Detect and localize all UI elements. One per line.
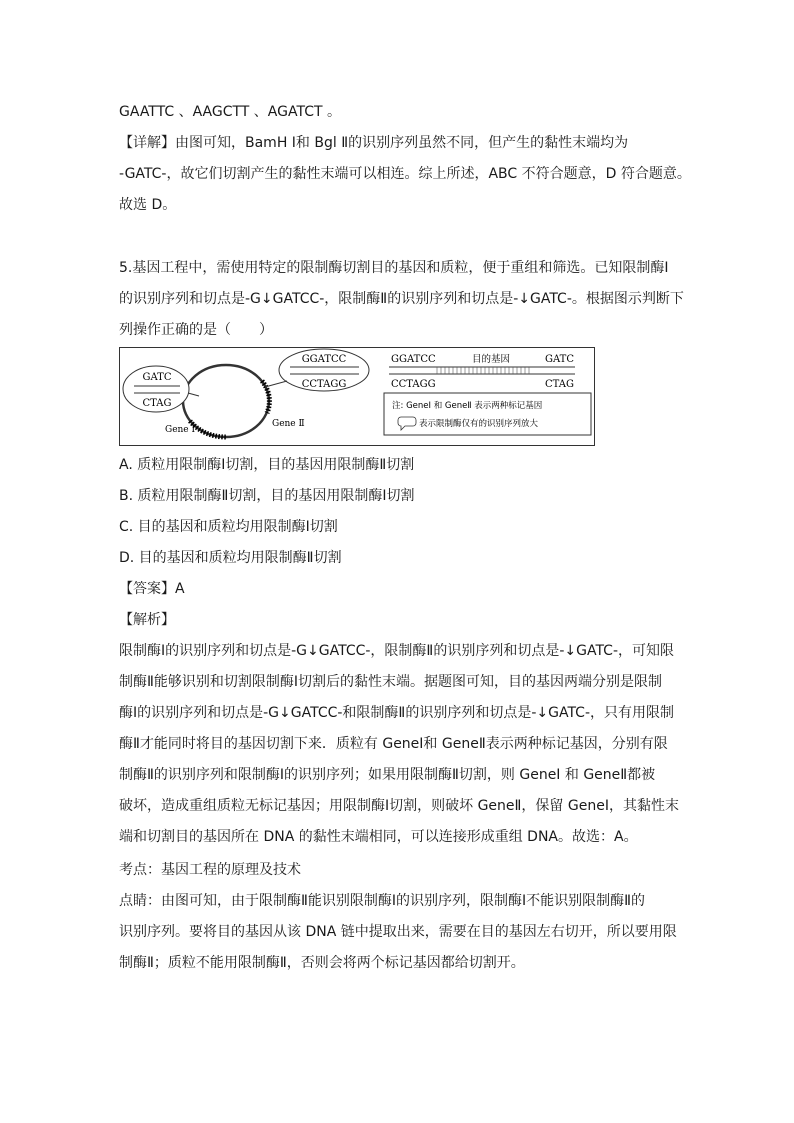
analysis-line: 破坏，造成重组质粒无标记基因；用限制酶Ⅰ切割，则破坏 GeneⅡ，保留 GeneⅠ，其黏性末 — [119, 798, 679, 814]
plasmid-right-seq-top: GGATCC — [301, 354, 347, 365]
analysis-heading: 【解析】 — [119, 612, 175, 628]
dna-target-gene-label: 目的基因 — [471, 354, 511, 365]
question-figure — [119, 347, 595, 446]
kaodian: 考点：基因工程的原理及技术 — [119, 862, 301, 878]
dna-right-seq-top: GATC — [545, 354, 574, 365]
question-line: 5.基因工程中，需使用特定的限制酶切割目的基因和质粒，便于重组和筛选。已知限制酶Ⅰ — [119, 260, 669, 276]
prev-answer-line: -GATC-，故它们切割产生的黏性末端可以相连。综上所述，ABC 不符合题意，D 符合题意。 — [119, 166, 691, 182]
gene2-label: Gene Ⅱ — [272, 419, 305, 429]
answer: 【答案】A — [119, 581, 185, 597]
dianjing-line: 识别序列。要将目的基因从该 DNA 链中提取出来，需要在目的基因左右切开，所以要用限 — [119, 924, 677, 940]
dna-right-seq-bottom: CTAG — [545, 379, 574, 390]
dianjing-line: 制酶Ⅱ；质粒不能用限制酶Ⅱ，否则会将两个标记基因都给切割开。 — [119, 955, 525, 971]
dna-left-seq-top: GGATCC — [391, 354, 436, 365]
analysis-line: 酶Ⅱ才能同时将目的基因切割下来．质粒有 GeneⅠ和 GeneⅡ表示两种标记基因，分别有限 — [119, 736, 668, 752]
prev-answer-line: 故选 D。 — [119, 197, 177, 213]
plasmid-left-seq-top: GATC — [142, 372, 172, 383]
option-c: C. 目的基因和质粒均用限制酶Ⅰ切割 — [119, 519, 338, 535]
analysis-line: 酶Ⅰ的识别序列和切点是-G↓GATCC-和限制酶Ⅱ的识别序列和切点是-↓GATC-，只有用限制 — [119, 705, 675, 721]
plasmid-left-seq-bottom: CTAG — [142, 398, 172, 409]
option-a: A. 质粒用限制酶Ⅰ切割，目的基因用限制酶Ⅱ切割 — [119, 457, 415, 473]
prev-answer-line: GAATTC 、AAGCTT 、AGATCT 。 — [119, 104, 341, 120]
prev-answer-line: 【详解】由图可知，BamH Ⅰ和 Bgl Ⅱ的识别序列虽然不同，但产生的黏性末端均为 — [119, 135, 629, 151]
dianjing-line: 点睛：由图可知，由于限制酶Ⅱ能识别限制酶Ⅰ的识别序列，限制酶Ⅰ不能识别限制酶Ⅱ的 — [119, 893, 646, 909]
analysis-line: 制酶Ⅱ的识别序列和限制酶Ⅰ的识别序列；如果用限制酶Ⅱ切割，则 GeneⅠ 和 GeneⅡ都被 — [119, 767, 656, 783]
dna-left-seq-bottom: CCTAGG — [391, 379, 436, 390]
gene1-label: Gene Ⅰ — [165, 425, 196, 435]
analysis-line: 制酶Ⅱ能够识别和切割限制酶Ⅰ切割后的黏性末端。据题图可知，目的基因两端分别是限制 — [119, 674, 663, 690]
plasmid-right-seq-bottom: CCTAGG — [301, 379, 347, 390]
note-line2: 表示限制酶仅有的识别序列放大 — [419, 419, 539, 429]
option-b: B. 质粒用限制酶Ⅱ切割，目的基因用限制酶Ⅰ切割 — [119, 488, 415, 504]
note-line1: 注: GeneⅠ 和 GeneⅡ 表示两种标记基因 — [392, 401, 543, 411]
question-line: 的识别序列和切点是-G↓GATCC-，限制酶Ⅱ的识别序列和切点是-↓GATC-。根据图示判断下 — [119, 291, 684, 307]
question-line: 列操作正确的是（ ） — [119, 322, 273, 338]
option-d: D. 目的基因和质粒均用限制酶Ⅱ切割 — [119, 550, 342, 566]
analysis-line: 端和切割目的基因所在 DNA 的黏性末端相同，可以连接形成重组 DNA。故选：A。 — [119, 829, 638, 845]
analysis-line: 限制酶Ⅰ的识别序列和切点是-G↓GATCC-，限制酶Ⅱ的识别序列和切点是-↓GATC-，可知限 — [119, 643, 675, 659]
